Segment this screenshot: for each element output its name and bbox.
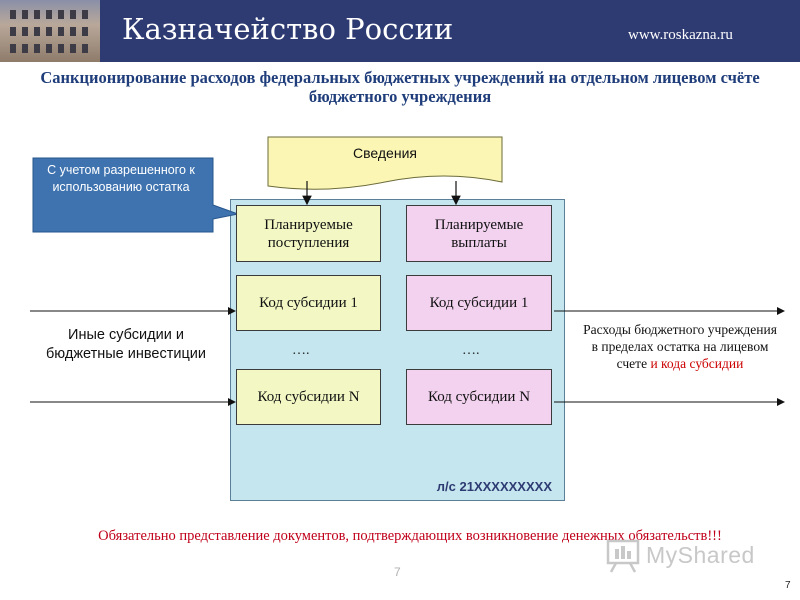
receipts-ellipsis: ….	[292, 343, 310, 358]
other-subsidies-text: Иные субсидии и бюджетные инвестиции	[46, 327, 206, 362]
planned-receipts-header: Планируемые поступления	[236, 205, 381, 262]
payments-subsidy-code-1: Код субсидии 1	[406, 275, 552, 331]
organization-title: Казначейство России	[122, 12, 454, 46]
payments-ellipsis: ….	[462, 343, 480, 358]
planned-payments-header: Планируемые выплаты	[406, 205, 552, 262]
receipts-subsidy-code-1: Код субсидии 1	[236, 275, 381, 331]
slide-title: Санкционирование расходов федеральных бюджетных учреждений на отдельном лицевом счёте бюджетного учреждения	[40, 68, 760, 106]
institution-expenses-text	[580, 321, 780, 372]
receipts-subsidy-code-n: Код субсидии N	[236, 369, 381, 425]
website-url[interactable]: www.roskazna.ru	[628, 27, 733, 43]
expenses-text-red: и кода субсидии	[650, 356, 744, 371]
expenses-text-main: Расходы бюджетного учреждения в пределах остатка на лицевом счете	[583, 322, 777, 371]
document-label: Сведения	[353, 145, 417, 161]
slide-number-center: 7	[394, 565, 401, 579]
mandatory-documents-note: Обязательно представление документов, подтверждающих возникновение денежных обязательств!!!	[98, 528, 722, 544]
callout-text: С учетом разрешенного к использованию остатка	[47, 163, 195, 194]
payments-subsidy-code-n: Код субсидии N	[406, 369, 552, 425]
account-number-label: л/с 21ХХХХХХХХХ	[436, 479, 552, 494]
watermark-text: MyShared	[646, 542, 755, 568]
slide-number-corner: 7	[785, 580, 791, 591]
